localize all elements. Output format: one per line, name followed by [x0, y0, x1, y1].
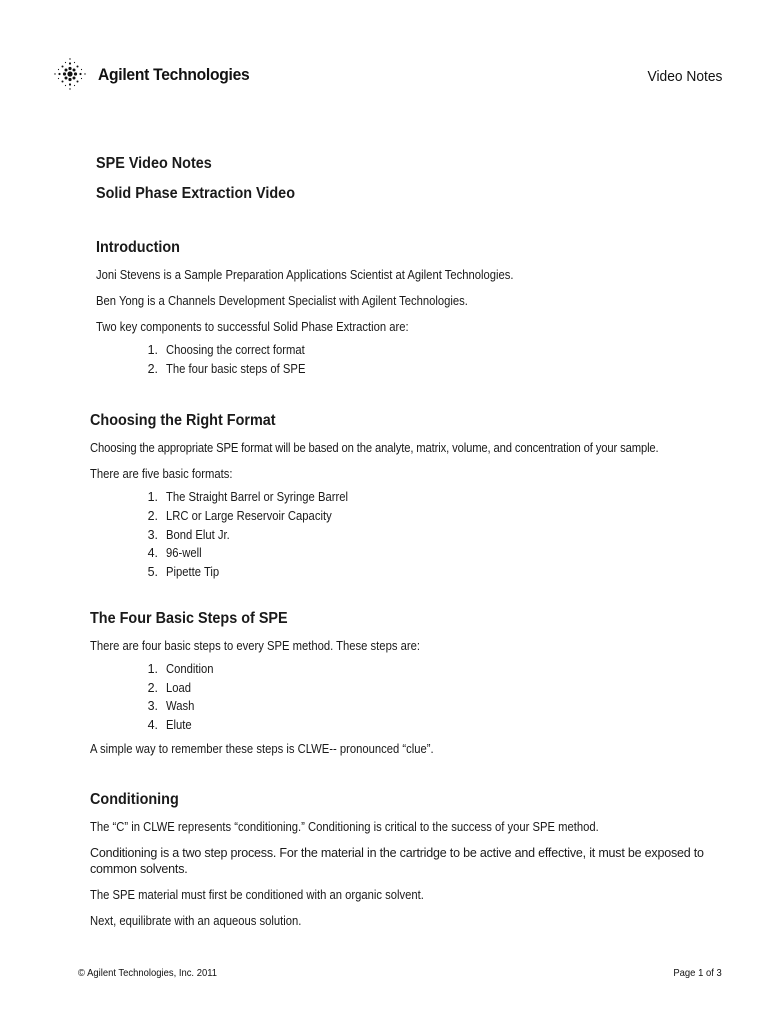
copyright-notice: © Agilent Technologies, Inc. 2011: [78, 967, 218, 979]
paragraph: Two key components to successful Solid Phase Extraction are:: [96, 320, 409, 334]
list-item: 5. Pipette Tip: [147, 565, 220, 580]
paragraph: A simple way to remember these steps is CLWE-- pronounced “clue”.: [90, 741, 434, 756]
section-heading-introduction: Introduction: [96, 239, 180, 256]
list-item: 4. 96-well: [147, 546, 202, 561]
document-body: [90, 155, 730, 939]
paragraph: Joni Stevens is a Sample Preparation Applications Scientist at Agilent Technologies.: [96, 268, 514, 282]
page-number: Page 1 of 3: [673, 967, 722, 979]
section-heading-format: Choosing the Right Format: [90, 412, 276, 430]
list-item: 2. Load: [147, 680, 192, 695]
list-item: 3. Wash: [147, 699, 195, 714]
list-item: 1. Condition: [147, 661, 214, 676]
format-list: [90, 488, 730, 581]
list-item: 3. Bond Elut Jr.: [147, 527, 230, 542]
section-heading-steps: The Four Basic Steps of SPE: [90, 609, 288, 627]
steps-list: [90, 660, 730, 735]
page-footer: [78, 967, 722, 983]
list-item: 1. Choosing the correct format: [147, 343, 305, 357]
paragraph: The “C” in CLWE represents “conditioning.” Conditioning is critical to the success of your SPE method.: [90, 819, 599, 834]
paragraph: Ben Yong is a Channels Development Specialist with Agilent Technologies.: [96, 294, 468, 308]
section-heading-conditioning: Conditioning: [90, 790, 179, 808]
page-subtitle: Solid Phase Extraction Video: [96, 185, 295, 202]
list-item: 4. Elute: [147, 717, 192, 732]
document-type: Video Notes: [647, 68, 722, 85]
paragraph: Next, equilibrate with an aqueous solution.: [90, 913, 302, 928]
paragraph: Conditioning is a two step process. For the material in the cartridge to be active and effective, it must be exposed to common solvents.: [90, 845, 704, 876]
agilent-spark-logo-icon: [52, 56, 88, 92]
list-item: 2. The four basic steps of SPE: [147, 361, 306, 376]
page-header: [52, 56, 722, 96]
paragraph: There are five basic formats:: [90, 467, 233, 482]
page-title: SPE Video Notes: [96, 155, 212, 172]
paragraph: Choosing the appropriate SPE format will be based on the analyte, matrix, volume, and concentration of your sample.: [90, 441, 659, 456]
list-item: 2. LRC or Large Reservoir Capacity: [147, 509, 332, 524]
paragraph: There are four basic steps to every SPE method. These steps are:: [90, 638, 420, 653]
paragraph: The SPE material must first be conditioned with an organic solvent.: [90, 887, 424, 902]
intro-list: [90, 341, 730, 378]
brand-name: Agilent Technologies: [98, 65, 250, 84]
list-item: 1. The Straight Barrel or Syringe Barrel: [147, 490, 348, 505]
